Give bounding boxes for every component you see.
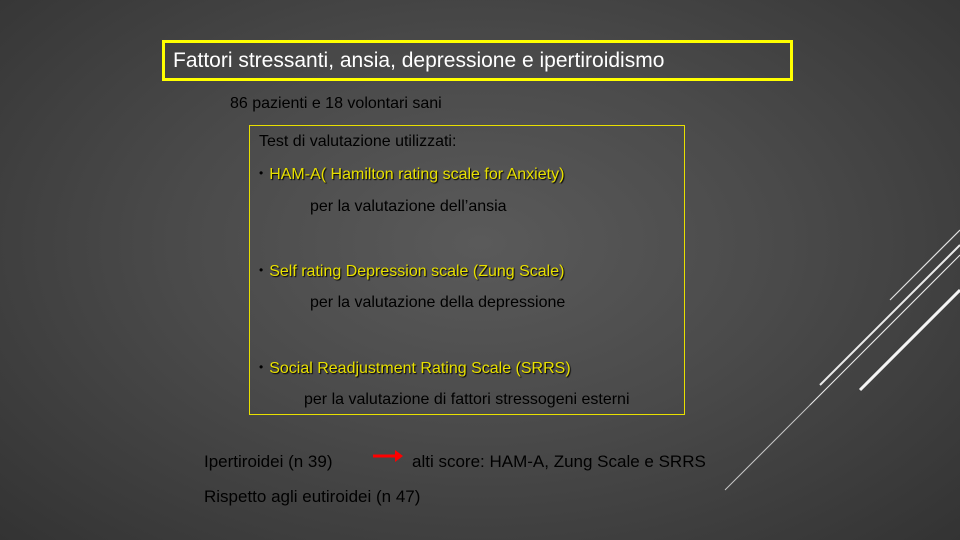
comparison-text: Rispetto agli eutiroidei (n 47): [204, 487, 421, 506]
test-item-ham-a: [259, 166, 564, 184]
tests-header: Test di valutazione utilizzati:: [259, 133, 457, 150]
slide-title: Fattori stressanti, ansia, depressione e ipertiroidismo: [173, 49, 665, 72]
test-name: HAM-A( Hamilton rating scale for Anxiety): [269, 166, 565, 183]
tests-box: [249, 125, 685, 415]
bullet-dot-icon: •: [259, 360, 264, 374]
test-purpose: per la valutazione dell’ansia: [310, 198, 507, 215]
slide-title-box: [162, 40, 793, 81]
test-name: Social Readjustment Rating Scale (SRRS): [269, 360, 571, 377]
slide-subtitle: 86 pazienti e 18 volontari sani: [230, 95, 442, 112]
bullet-dot-icon: •: [259, 166, 264, 180]
test-purpose: per la valutazione di fattori stressogeni esterni: [304, 391, 630, 408]
bullet-dot-icon: •: [259, 263, 264, 277]
test-name: Self rating Depression scale (Zung Scale): [269, 263, 565, 280]
test-item-zung: [259, 263, 564, 281]
right-arrow-icon: [371, 446, 405, 466]
result-group: Ipertiroidei (n 39): [204, 452, 333, 471]
test-purpose: per la valutazione della depressione: [310, 294, 566, 311]
result-outcome: alti score: HAM-A, Zung Scale e SRRS: [412, 452, 706, 471]
test-item-srrs: [259, 360, 571, 378]
